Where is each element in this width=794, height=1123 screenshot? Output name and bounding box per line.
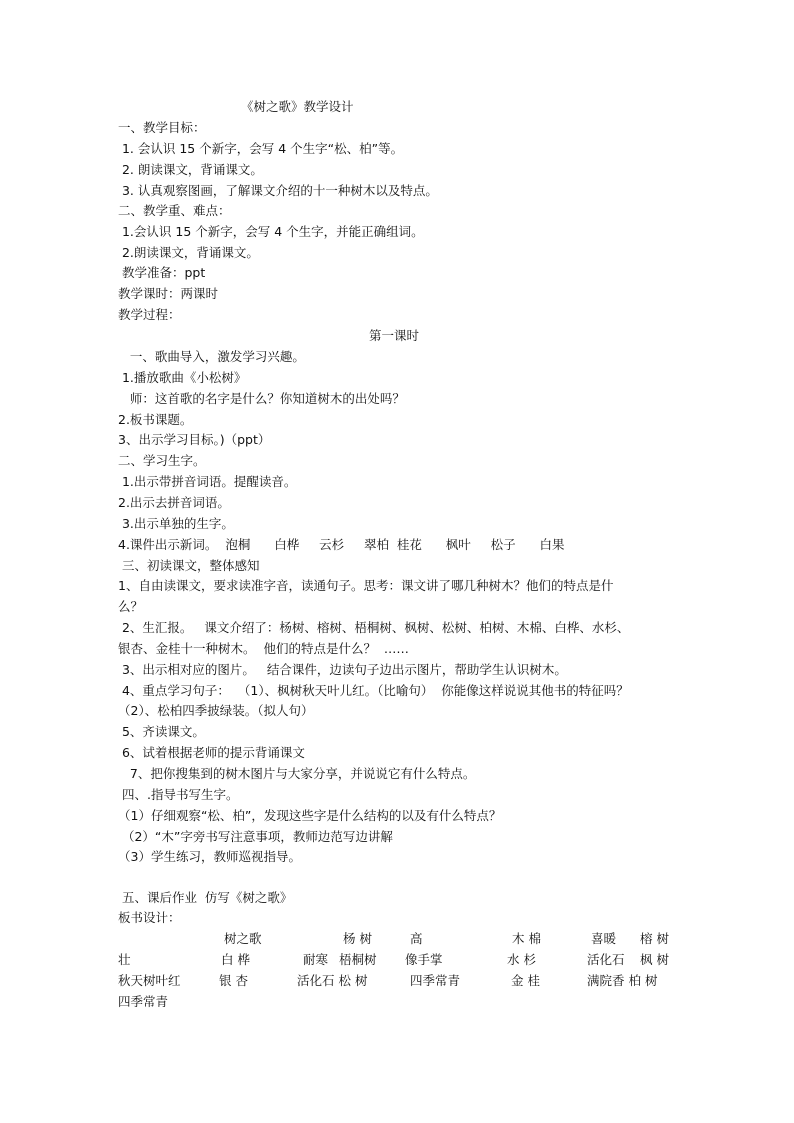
text-line: 7、把你搜集到的树木图片与大家分享，并说说它有什么特点。 bbox=[118, 766, 476, 781]
text-line: 2.朗读课文，背诵课文。 bbox=[118, 245, 259, 260]
homework-line: 五、课后作业 仿写《树之歌》 bbox=[118, 890, 293, 905]
text-line: 三、初读课文，整体感知 bbox=[118, 557, 260, 573]
board-cell: 耐寒 bbox=[303, 952, 329, 967]
text-line: 5、齐读课文。 bbox=[118, 724, 205, 740]
text-line: 么？ bbox=[118, 599, 144, 615]
board-cell: 水 杉 bbox=[507, 952, 536, 967]
lesson-heading: 第一课时 bbox=[369, 328, 420, 343]
text-line: 师：这首歌的名字是什么？你知道树木的出处吗？ bbox=[118, 390, 405, 406]
board-cell: 白 桦 bbox=[221, 952, 250, 967]
board-cell: 木 棉 bbox=[512, 931, 541, 946]
text-line: 4.课件出示新词。 泡桐 白桦 云杉 翠柏 桂花 枫叶 松子 白果 bbox=[118, 536, 565, 552]
text-line: 教学过程： bbox=[118, 307, 181, 322]
board-cell: 榕 树 bbox=[640, 931, 669, 946]
text-line: 二、学习生字。 bbox=[118, 453, 206, 469]
board-cell: 满院香 柏 树 bbox=[587, 973, 658, 988]
text-line: （2）“木”字旁书写注意事项，教师边范写边讲解 bbox=[118, 828, 393, 844]
text-line: 1.播放歌曲《小松树》 bbox=[118, 369, 247, 385]
board-cell: 四季常青 bbox=[410, 973, 461, 988]
text-line: 6、试着根据老师的提示背诵课文 bbox=[118, 745, 305, 761]
text-line: 1.出示带拼音词语。提醒读音。 bbox=[118, 474, 297, 490]
text-line: （3）学生练习，教师巡视指导。 bbox=[118, 849, 301, 865]
board-cell: 像手掌 bbox=[405, 952, 443, 967]
board-cell: 壮 bbox=[118, 952, 131, 967]
board-label: 板书设计： bbox=[118, 910, 181, 925]
board-cell: 四季常青 bbox=[118, 994, 169, 1009]
text-line: 3.出示单独的生字。 bbox=[118, 515, 234, 531]
text-line: 3、出示相对应的图片。 结合课件，边读句子边出示图片，帮助学生认识树木。 bbox=[118, 661, 567, 677]
text-line: 1.会认识 15 个新字，会写 4 个生字，并能正确组词。 bbox=[118, 224, 424, 239]
text-line: 教学准备：ppt bbox=[118, 265, 206, 280]
board-cell: 金 桂 bbox=[511, 973, 540, 988]
board-cell: 活化石 松 树 bbox=[297, 973, 368, 988]
text-line: （1）仔细观察“松、柏”，发现这些字是什么结构的以及有什么特点？ bbox=[118, 807, 502, 823]
board-cell: 秋天树叶红 bbox=[118, 973, 181, 988]
board-cell: 高 bbox=[410, 931, 423, 946]
text-line: 1、自由读课文，要求读准字音，读通句子。思考：课文讲了哪几种树木？他们的特点是什 bbox=[118, 578, 614, 594]
board-cell: 杨 树 bbox=[343, 931, 372, 946]
text-line: 2、生汇报。 课文介绍了：杨树、榕树、梧桐树、枫树、松树、柏树、木棉、白桦、水杉、 bbox=[118, 620, 630, 636]
text-line: 3. 认真观察图画，了解课文介绍的十一种树木以及特点。 bbox=[118, 183, 438, 198]
board-cell: 树之歌 bbox=[224, 931, 262, 946]
text-line: 3、出示学习目标。)（ppt） bbox=[118, 432, 271, 448]
board-cell: 银 杏 bbox=[219, 973, 248, 988]
text-line: 2.出示去拼音词语。 bbox=[118, 494, 230, 510]
section-heading: 二、教学重、难点： bbox=[118, 203, 231, 218]
board-cell: 梧桐树 bbox=[339, 952, 377, 967]
board-cell: 枫 树 bbox=[640, 952, 669, 967]
text-line: 教学课时：两课时 bbox=[118, 286, 219, 301]
text-line: 四、.指导书写生字。 bbox=[118, 786, 239, 802]
document-title: 《树之歌》教学设计 bbox=[241, 99, 354, 114]
text-line: （2）、松柏四季披绿装。（拟人句） bbox=[118, 703, 314, 719]
text-line: 2.板书课题。 bbox=[118, 411, 193, 427]
text-line: 4、重点学习句子： （1）、枫树秋天叶儿红。（比喻句） 你能像这样说说其他书的特征吗？ bbox=[118, 682, 629, 698]
board-cell: 活化石 bbox=[587, 952, 625, 967]
text-line: 一、歌曲导入，激发学习兴趣。 bbox=[118, 349, 305, 364]
text-line: 银杏、金桂十一种树木。 他们的特点是什么？ …… bbox=[118, 640, 409, 656]
text-line: 2. 朗读课文，背诵课文。 bbox=[118, 162, 263, 177]
text-line: 1. 会认识 15 个新字，会写 4 个生字“松、柏”等。 bbox=[118, 141, 404, 156]
board-cell: 喜暖 bbox=[591, 931, 617, 946]
section-heading: 一、教学目标： bbox=[118, 120, 206, 135]
